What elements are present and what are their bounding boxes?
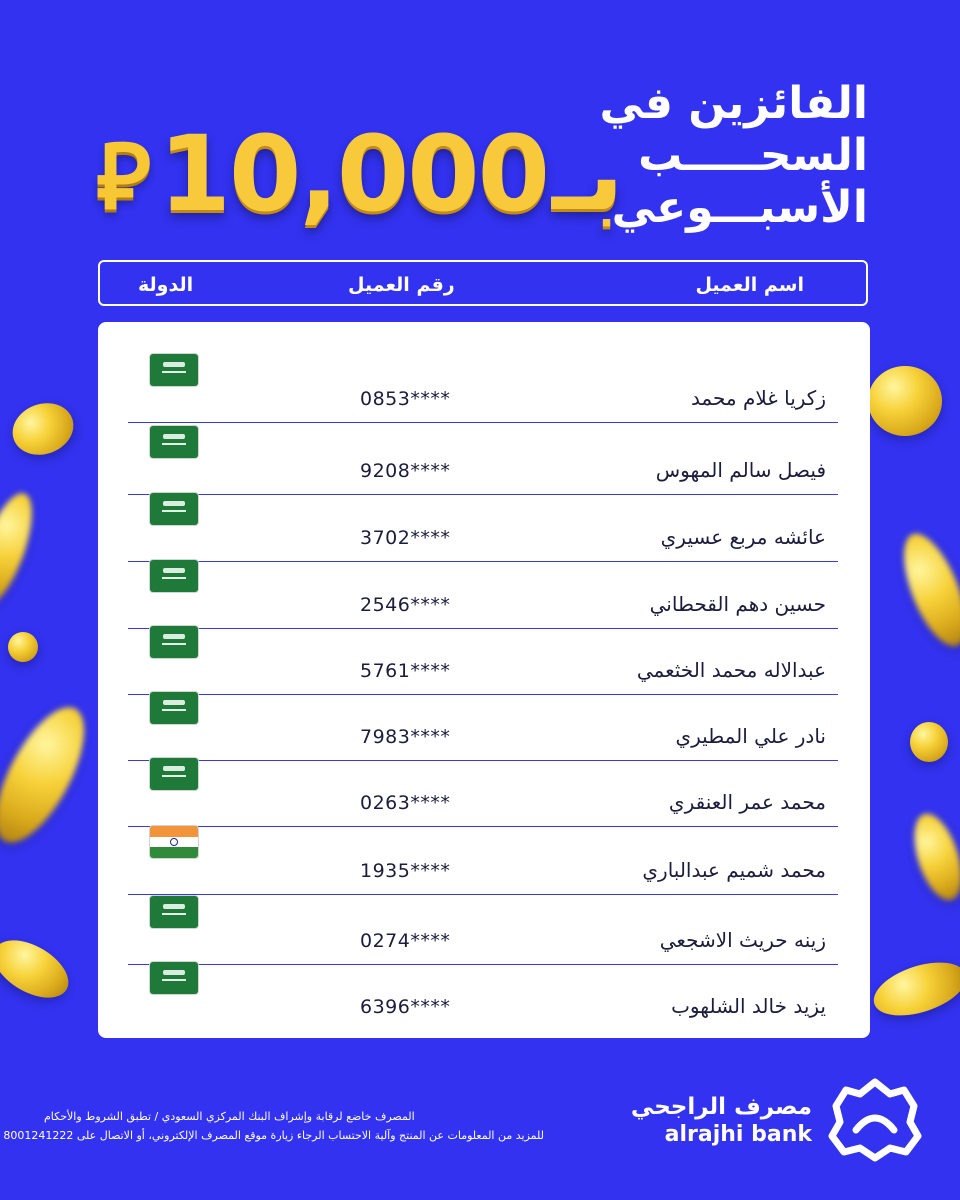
footer-line-2: للمزيد من المعلومات عن المنتج وآلية الاحتساب الرجاء زيارة موقع المصرف الإلكتروني، أو الاتصال على 8001241222 [3, 1129, 544, 1142]
saudi-flag-icon [150, 896, 198, 928]
saudi-flag-icon [150, 354, 198, 386]
customer-id: 6396**** [360, 996, 451, 1018]
headline [599, 78, 868, 234]
header-country: الدولة [138, 274, 194, 296]
prize-prefix: بـ [551, 115, 624, 233]
headline-line-2: السحـــــب [638, 130, 868, 181]
gold-coin-decoration [0, 487, 43, 613]
table-row [128, 692, 838, 761]
india-flag-icon [150, 826, 198, 858]
customer-name: عبدالاله محمد الخثعمي [636, 658, 826, 682]
gold-coin-decoration [5, 395, 80, 463]
gold-coin-decoration [0, 695, 102, 856]
customer-id: 7983**** [360, 726, 451, 748]
saudi-flag-icon [150, 560, 198, 592]
customer-name: حسين دهم القحطاني [649, 592, 826, 616]
saudi-flag-icon [150, 692, 198, 724]
table-row [128, 826, 838, 895]
table-row [128, 493, 838, 562]
customer-name: عائشه مربع عسيري [660, 525, 826, 549]
gold-coin-decoration [8, 632, 38, 662]
saudi-flag-icon [150, 962, 198, 994]
gold-coin-decoration [868, 366, 942, 436]
table-row [128, 354, 838, 423]
customer-id: 0853**** [360, 388, 451, 410]
customer-name: نادر علي المطيري [675, 724, 826, 748]
customer-id: 9208**** [360, 460, 451, 482]
table-row [128, 896, 838, 965]
customer-id: 1935**** [360, 860, 451, 882]
table-row [128, 626, 838, 695]
gold-coin-decoration [905, 808, 960, 906]
table-header [98, 260, 868, 306]
customer-name: زكريا غلام محمد [690, 386, 826, 410]
saudi-flag-icon [150, 426, 198, 458]
riyal-symbol: ⃁ [96, 122, 151, 230]
saudi-flag-icon [150, 758, 198, 790]
gold-coin-decoration [891, 526, 960, 654]
table-row [128, 560, 838, 629]
headline-line-1: الفائزين في [599, 78, 868, 129]
customer-name: محمد شميم عبدالباري [642, 858, 826, 882]
customer-id: 5761**** [360, 660, 451, 682]
footer-disclaimer [3, 1110, 544, 1148]
gold-coin-decoration [0, 929, 78, 1010]
gold-coin-decoration [867, 952, 960, 1025]
prize-value: 10,000 [158, 113, 548, 235]
alrajhi-logo-icon [826, 1076, 924, 1162]
customer-id: 0263**** [360, 792, 451, 814]
saudi-flag-icon [150, 626, 198, 658]
footer-line-1: المصرف خاضع لرقابة وإشراف البنك المركزي السعودي / تطبق الشروط والأحكام [44, 1110, 415, 1123]
customer-name: زينه حريث الاشجعي [659, 928, 826, 952]
brand-name-arabic: مصرف الراجحي [630, 1094, 812, 1120]
customer-id: 2546**** [360, 594, 451, 616]
header-customer-name: اسم العميل [695, 274, 804, 296]
table-row [128, 962, 838, 1030]
winners-table [98, 322, 870, 1038]
prize-amount [96, 104, 636, 244]
customer-name: محمد عمر العنقري [668, 790, 826, 814]
brand-name [631, 1094, 812, 1147]
brand-name-english: alrajhi bank [664, 1122, 812, 1147]
customer-name: يزيد خالد الشلهوب [671, 994, 826, 1018]
customer-id: 0274**** [360, 930, 451, 952]
gold-coin-decoration [910, 722, 948, 762]
customer-name: فيصل سالم المهوس [655, 458, 826, 482]
header-customer-id: رقم العميل [348, 274, 455, 296]
headline-line-3: الأسبـــوعي [611, 182, 868, 233]
table-row [128, 758, 838, 827]
customer-id: 3702**** [360, 527, 451, 549]
saudi-flag-icon [150, 493, 198, 525]
table-row [128, 426, 838, 495]
